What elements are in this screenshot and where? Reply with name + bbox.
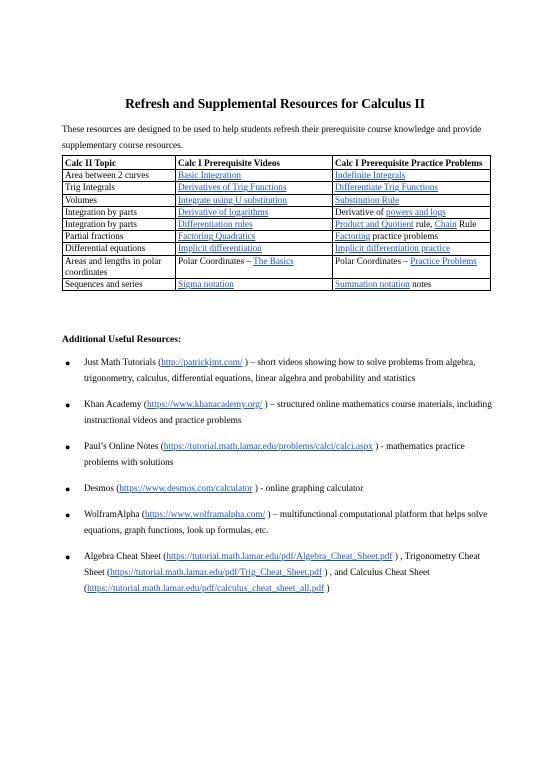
item-text: ) - mathematics practice problems with solutions [84, 442, 465, 468]
item-text: Paul’s Online Notes ( [84, 442, 164, 452]
bullet-icon: ● [65, 400, 71, 410]
practice-link[interactable]: powers and logs [386, 206, 446, 217]
topic-cell: Integration by parts [63, 219, 176, 231]
practice-link[interactable]: Differentiate Trig Functions [335, 182, 438, 193]
practice-cell [333, 219, 491, 231]
resource-list [62, 345, 492, 597]
table-row [63, 279, 491, 291]
practice-cell [333, 206, 491, 218]
practice-link[interactable]: Indefinite Integrals [335, 170, 406, 181]
resource-link[interactable]: https://tutorial.math.lamar.edu/problems/calci/calci.aspx [163, 442, 373, 452]
item-text: Khan Academy ( [84, 400, 147, 410]
resource-link[interactable]: https://tutorial.math.lamar.edu/pdf/Trig_Cheat_Sheet.pdf [110, 568, 322, 578]
video-text: Polar Coordinates – [178, 255, 254, 266]
prerequisite-table [62, 155, 491, 291]
video-cell [176, 231, 333, 243]
practice-cell [333, 231, 491, 243]
topic-cell: Volumes [63, 194, 176, 206]
video-link[interactable]: Differentiation rules [178, 219, 253, 230]
video-cell [176, 243, 333, 255]
video-cell [176, 219, 333, 231]
practice-link[interactable]: Substitution Rule [335, 194, 400, 205]
practice-cell [333, 255, 491, 278]
practice-text: Derivative of [335, 206, 387, 217]
table-header-row [63, 156, 491, 170]
topic-cell: Areas and lengths in polar coordinates [63, 255, 176, 278]
practice-link[interactable]: Product and Quotient [335, 219, 414, 230]
practice-text: practice problems [370, 231, 439, 242]
table-row [63, 170, 491, 182]
video-cell [176, 279, 333, 291]
practice-cell [333, 243, 491, 255]
table-row [63, 194, 491, 206]
list-item [62, 439, 492, 471]
bullet-icon: ● [65, 484, 71, 494]
bullet-icon: ● [65, 552, 71, 562]
item-text: ) - online graphing calculator [252, 484, 364, 494]
practice-link[interactable]: Factoring [335, 231, 371, 242]
practice-link[interactable]: Implicit differentiation practice [335, 243, 451, 254]
list-item [62, 397, 492, 429]
intro-paragraph: These resources are designed to be used to help students refresh their prerequisite course knowledge and provide supplementary course resources. [62, 125, 482, 151]
video-cell [176, 206, 333, 218]
practice-cell [333, 182, 491, 194]
bullet-icon: ● [65, 358, 71, 368]
additional-resources-heading: Additional Useful Resources: [62, 334, 182, 345]
table-header: Calc I Prerequisite Practice Problems [333, 156, 491, 170]
item-text: ) [324, 584, 330, 594]
video-cell [176, 194, 333, 206]
topic-cell: Sequences and series [63, 279, 176, 291]
list-item [62, 507, 492, 539]
video-link[interactable]: Derivatives of Trig Functions [178, 182, 287, 193]
topic-cell: Differential equations [63, 243, 176, 255]
bullet-icon: ● [65, 442, 71, 452]
table-row [63, 182, 491, 194]
table-row [63, 255, 491, 278]
practice-cell [333, 279, 491, 291]
topic-cell: Trig Integrals [63, 182, 176, 194]
resource-link[interactable]: https://www.desmos.com/calculator [119, 484, 253, 494]
practice-text: notes [409, 279, 432, 290]
table-row [63, 243, 491, 255]
video-cell [176, 182, 333, 194]
video-link[interactable]: Integrate using U substitution [178, 194, 287, 205]
table-row [63, 219, 491, 231]
bullet-icon: ● [65, 510, 71, 520]
practice-link[interactable]: Chain [434, 219, 457, 230]
resource-link[interactable]: https://tutorial.math.lamar.edu/pdf/calculus_cheat_sheet_all.pdf [87, 584, 325, 594]
topic-cell: Area between 2 curves [63, 170, 176, 182]
table-header: Calc II Topic [63, 156, 176, 170]
topic-cell: Partial fractions [63, 231, 176, 243]
topic-cell: Integration by parts [63, 206, 176, 218]
practice-text: Polar Coordinates – [335, 255, 411, 266]
resource-link[interactable]: https://www.wolframalpha.com/ [144, 510, 266, 520]
practice-link[interactable]: Summation notation [335, 279, 410, 290]
item-text: ) – structured online mathematics course materials, including instructional videos and practice problems [84, 400, 492, 426]
resource-link[interactable]: http://patrickjmt.com/ [161, 358, 243, 368]
item-text: Desmos ( [84, 484, 120, 494]
practice-text: Rule [456, 219, 477, 230]
practice-text: rule, [413, 219, 435, 230]
practice-cell [333, 170, 491, 182]
item-text: ) , Trigonometry Cheat Sheet ( [84, 552, 481, 578]
video-cell [176, 170, 333, 182]
list-item [62, 481, 492, 497]
video-cell [176, 255, 333, 278]
video-link[interactable]: The Basics [253, 255, 294, 266]
item-text: Algebra Cheat Sheet ( [84, 552, 167, 562]
video-link[interactable]: Basic Integration [178, 170, 242, 181]
resource-link[interactable]: https://www.khanacademy.org/ [147, 400, 263, 410]
item-text: ) – multifunctional computational platform that helps solve equations, graph functions, look up formulas, etc. [84, 510, 488, 536]
list-item [62, 355, 492, 387]
item-text: ) , and Calculus Cheat Sheet ( [84, 568, 430, 594]
practice-link[interactable]: Practice Problems [410, 255, 477, 266]
video-link[interactable]: Implicit differentiation [178, 243, 262, 254]
video-link[interactable]: Derivative of logarithms [178, 206, 269, 217]
table-row [63, 231, 491, 243]
page-title: Refresh and Supplemental Resources for Calculus II [125, 96, 425, 111]
item-text: ) – short videos showing how to solve problems from algebra, trigonometry, calculus, differential equations, linear algebra and probability and statistics [84, 358, 476, 384]
item-text: Just Math Tutorials ( [84, 358, 162, 368]
table-row [63, 206, 491, 218]
table-header: Calc I Prerequisite Videos [176, 156, 333, 170]
practice-cell [333, 194, 491, 206]
item-text: WolframAlpha ( [84, 510, 145, 520]
video-link[interactable]: Sigma notation [178, 279, 234, 290]
resource-link[interactable]: https://tutorial.math.lamar.edu/pdf/Algebra_Cheat_Sheet.pdf [166, 552, 393, 562]
video-link[interactable]: Factoring Quadratics [178, 231, 256, 242]
list-item [62, 549, 492, 597]
